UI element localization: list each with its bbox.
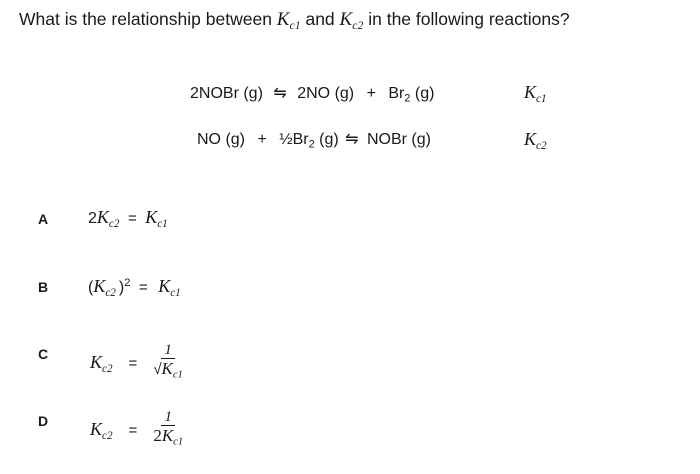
option-c-fraction: $\frac{1}{√K_{c1}}$ <box>153 342 183 381</box>
option-d-letter[interactable]: D <box>38 413 49 429</box>
question-k1: $K_{c1}$ <box>276 9 301 33</box>
reaction-1: 2NOBr (g) ⇋ 2NO $(g) + Br_2$ (g) <box>190 85 435 105</box>
reaction-2-constant: $K_{c2}$ <box>524 129 547 152</box>
question-k2: $K_{c2}$ <box>339 9 364 33</box>
question-text <box>19 9 570 33</box>
reaction-2: NO $(g) + \frac{1}{2}Br_2$ (g) ⇋ NOBr (g) <box>197 131 431 151</box>
option-a-expression[interactable]: $2K_{c2} = K_{c1}$ <box>88 207 168 230</box>
option-c-expression[interactable]: $K_{c2}$ = $\frac{1}{√K_{c1}}$ <box>90 343 185 385</box>
option-d-expression[interactable]: $K_{c2}$ = $\frac{1}{2K_{c1}}$ <box>90 410 185 452</box>
option-c-letter[interactable]: C <box>38 346 49 362</box>
option-b-letter[interactable]: B <box>38 279 49 295</box>
question-and: and <box>305 9 335 29</box>
option-a-letter[interactable]: A <box>38 211 49 227</box>
equilibrium-arrow-icon: ⇋ <box>273 85 287 102</box>
question-suffix: in the following reactions? <box>368 9 570 29</box>
option-d-fraction: $\frac{1}{2K_{c1}}$ <box>153 409 184 448</box>
reaction-1-constant: $K_{c1}$ <box>524 82 547 105</box>
question-prefix: What is the relationship between <box>19 9 272 29</box>
option-b-expression[interactable]: ($K_{c2}$ )$^2 = K_{c1}$ <box>88 276 181 299</box>
equilibrium-arrow-icon: ⇋ <box>345 131 359 148</box>
sqrt-icon: √ <box>153 361 162 378</box>
